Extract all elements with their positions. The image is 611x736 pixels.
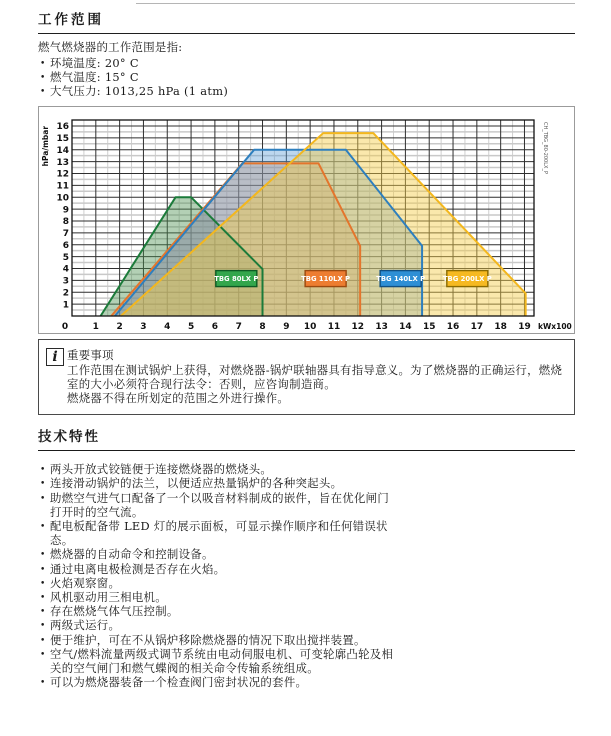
svg-text:8: 8 bbox=[259, 321, 266, 332]
svg-text:7: 7 bbox=[235, 321, 242, 332]
working-range-intro: 燃气燃烧器的工作范围是指: bbox=[38, 40, 183, 54]
page-top-rule bbox=[136, 3, 575, 4]
svg-text:14: 14 bbox=[399, 321, 412, 332]
list-item: 燃烧器不得在所划定的范围之外进行操作。 bbox=[67, 391, 290, 406]
svg-text:11: 11 bbox=[327, 321, 341, 332]
svg-text:0: 0 bbox=[61, 321, 69, 332]
info-icon: i bbox=[46, 348, 64, 366]
svg-text:13: 13 bbox=[375, 321, 388, 332]
list-item: • 燃气温度: 15° C bbox=[38, 70, 575, 84]
list-item: • 助燃空气进气口配备了一个以吸音材料制成的嵌件，旨在优化闸门打开时的空气流。 bbox=[38, 491, 400, 519]
list-item: • 配电板配备带 LED 灯的展示面板，可显示操作顺序和任何错误状态。 bbox=[38, 519, 400, 547]
svg-text:1: 1 bbox=[62, 299, 69, 310]
technical-features-list bbox=[38, 462, 400, 689]
svg-text:15: 15 bbox=[422, 321, 436, 332]
series-label-text-2: TBG 140LX P bbox=[376, 274, 426, 283]
svg-text:8: 8 bbox=[62, 216, 69, 227]
svg-text:7: 7 bbox=[62, 228, 69, 239]
svg-text:12: 12 bbox=[351, 321, 365, 332]
list-item: • 两级式运行。 bbox=[38, 618, 400, 632]
svg-text:11: 11 bbox=[56, 181, 69, 192]
svg-text:9: 9 bbox=[62, 204, 69, 215]
svg-text:17: 17 bbox=[470, 321, 484, 332]
svg-text:9: 9 bbox=[283, 321, 290, 332]
note-body bbox=[67, 363, 566, 406]
list-item: • 两头开放式铰链便于连接燃烧器的燃烧头。 bbox=[38, 462, 400, 476]
technical-features-section bbox=[38, 462, 575, 689]
series-label-text-1: TBG 110LX P bbox=[301, 274, 351, 283]
svg-text:3: 3 bbox=[62, 276, 69, 287]
svg-text:5: 5 bbox=[62, 252, 69, 263]
note-title: 重要事项 bbox=[67, 347, 114, 362]
svg-text:16: 16 bbox=[446, 321, 460, 332]
list-item: • 燃烧器的自动命令和控制设备。 bbox=[38, 547, 400, 561]
list-item: • 大气压力: 1013,25 hPa (1 atm) bbox=[38, 84, 575, 98]
svg-text:1: 1 bbox=[92, 321, 99, 332]
svg-text:12: 12 bbox=[56, 169, 69, 180]
list-item: 工作范围在测试锅炉上获得，对燃烧器-锅炉联轴器具有指导意义。为了燃烧器的正确运行，燃烧室的大小必须符合现行法令：否则，应咨询制造商。 bbox=[67, 362, 563, 391]
series-label-text-3: TBG 200LX P bbox=[442, 274, 492, 283]
list-item: • 连接滑动锅炉的法兰，以便适应热量锅炉的各种突起头。 bbox=[38, 476, 400, 490]
svg-text:18: 18 bbox=[494, 321, 507, 332]
svg-text:13: 13 bbox=[56, 157, 69, 168]
list-item: • 火焰观察窗。 bbox=[38, 576, 400, 590]
svg-text:5: 5 bbox=[187, 321, 195, 332]
svg-text:15: 15 bbox=[56, 133, 69, 144]
working-range-chart bbox=[39, 107, 576, 333]
chart-y-ticks bbox=[56, 122, 69, 310]
svg-text:2: 2 bbox=[116, 321, 123, 332]
list-item: • 可以为燃烧器装备一个检查阀门密封状况的套件。 bbox=[38, 675, 400, 689]
chart-series-areas bbox=[101, 133, 526, 316]
list-item: • 空气/燃料流量两级式调节系统由电动伺服电机、可变轮廓凸轮及相关的空气闸门和燃气蝶阀的相关命令传输系统组成。 bbox=[38, 647, 400, 675]
working-range-conditions-list bbox=[38, 56, 575, 99]
svg-text:10: 10 bbox=[56, 193, 69, 204]
svg-text:6: 6 bbox=[211, 321, 219, 332]
svg-text:2: 2 bbox=[62, 288, 69, 299]
svg-text:3: 3 bbox=[140, 321, 147, 332]
list-item: • 风机驱动用三相电机。 bbox=[38, 590, 400, 604]
important-note-box bbox=[38, 339, 575, 416]
chart-code-watermark: CH_TBG_80-200LX_P bbox=[542, 121, 548, 174]
svg-text:16: 16 bbox=[56, 121, 69, 132]
x-axis-unit-label: kWx100 bbox=[538, 321, 572, 331]
chart-x-ticks bbox=[62, 322, 531, 332]
section-title-technical-features: 技术特性 bbox=[38, 425, 575, 451]
svg-text:10: 10 bbox=[303, 321, 317, 332]
working-range-chart-figure bbox=[38, 106, 575, 334]
document-page bbox=[38, 6, 575, 689]
svg-text:19: 19 bbox=[518, 321, 531, 332]
list-item: • 通过电离电极检测是否存在火焰。 bbox=[38, 562, 400, 576]
svg-text:14: 14 bbox=[56, 145, 69, 156]
list-item: • 环境温度: 20° C bbox=[38, 56, 575, 70]
section-title-working-range: 工作范围 bbox=[38, 6, 575, 34]
series-label-text-0: TBG 80LX P bbox=[214, 274, 259, 283]
list-item: • 便于维护，可在不从锅炉移除燃烧器的情况下取出搅拌装置。 bbox=[38, 633, 400, 647]
list-item: • 存在燃烧气体气压控制。 bbox=[38, 604, 400, 618]
y-axis-label: hPa/mbar bbox=[41, 125, 50, 166]
svg-text:4: 4 bbox=[164, 321, 171, 332]
svg-text:4: 4 bbox=[62, 264, 69, 275]
svg-text:6: 6 bbox=[62, 240, 69, 251]
